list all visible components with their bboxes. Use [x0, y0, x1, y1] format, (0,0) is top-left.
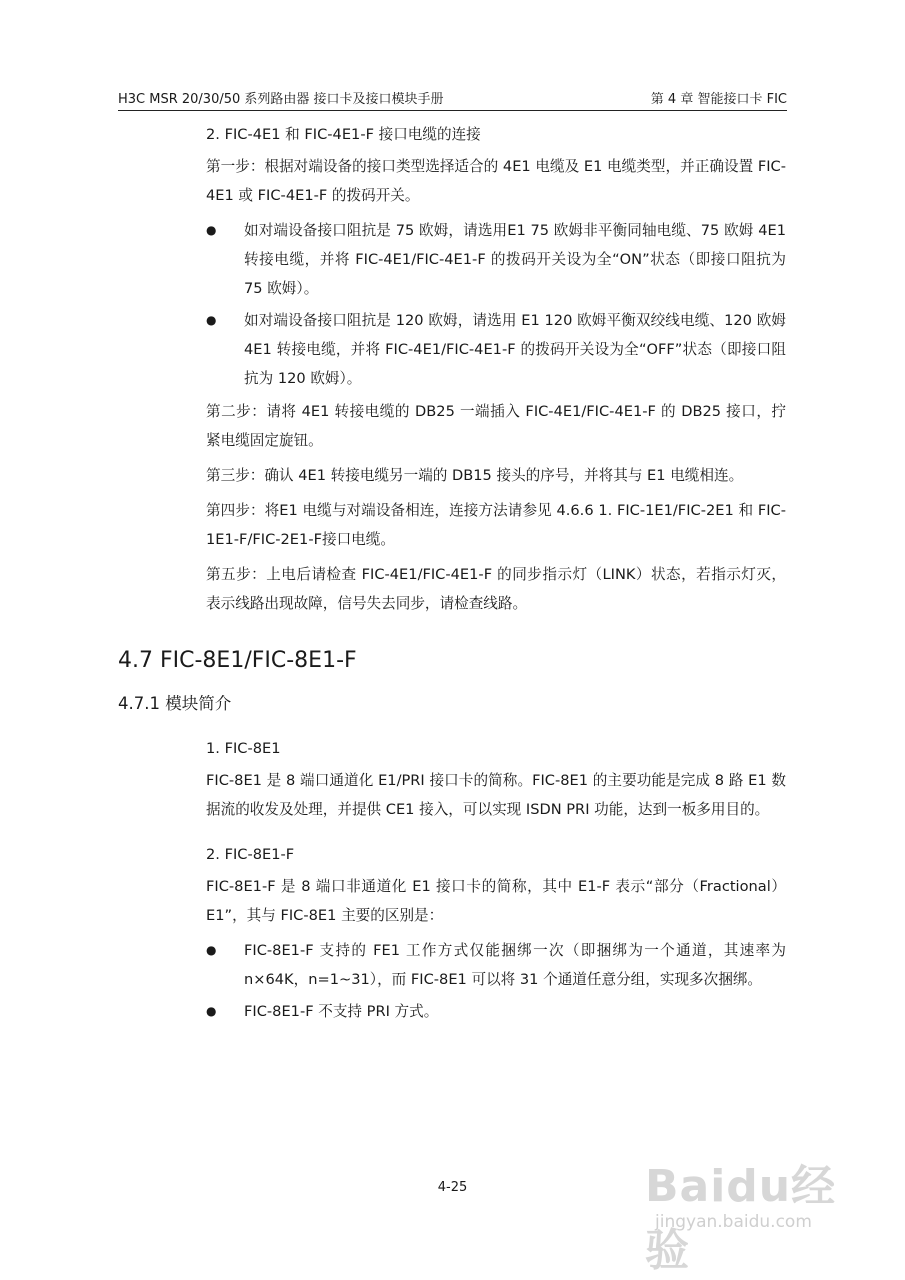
step-2-paragraph: 第二步：请将 4E1 转接电缆的 DB25 一端插入 FIC-4E1/FIC-4E1-F 的 DB25 接口，拧紧电缆固定旋钮。	[206, 403, 786, 449]
list-item	[206, 216, 786, 303]
spacer	[206, 830, 786, 842]
step-1-paragraph: 第一步：根据对端设备的接口类型选择适合的 4E1 电缆及 E1 电缆类型，并正确设置 FIC-4E1 或 FIC-4E1-F 的拨码开关。	[206, 158, 786, 204]
cable-connection-block	[118, 122, 786, 1026]
step-5-paragraph: 第五步：上电后请检查 FIC-4E1/FIC-4E1-F 的同步指示灯（LINK）状态，若指示灯灭，表示线路出现故障，信号失去同步，请检查线路。	[206, 566, 786, 612]
list-item	[206, 997, 786, 1026]
cable-connection-heading: 2. FIC-4E1 和 FIC-4E1-F 接口电缆的连接	[206, 126, 481, 143]
step-3-paragraph: 第三步：确认 4E1 转接电缆另一端的 DB15 接头的序号，并将其与 E1 电缆相连。	[206, 467, 744, 484]
fic-8e1-f-paragraph: FIC-8E1-F 是 8 端口非通道化 E1 接口卡的简称，其中 E1-F 表示“部分（Fractional）E1”，其与 FIC-8E1 主要的区别是：	[206, 878, 786, 924]
bullet-dot-icon: ●	[206, 313, 217, 327]
fic-8e1-heading: 1. FIC-8E1	[206, 740, 281, 757]
difference-bullet-list	[206, 936, 786, 1026]
step-4-paragraph: 第四步：将E1 电缆与对端设备相连，连接方法请参见 4.6.6 1. FIC-1E1/FIC-2E1 和 FIC-1E1-F/FIC-2E1-F接口电缆。	[206, 502, 786, 548]
bullet-dot-icon: ●	[206, 1004, 217, 1018]
bullet-text: FIC-8E1-F 支持的 FE1 工作方式仅能捆绑一次（即捆绑为一个通道，其速率为 n×64K，n=1~31），而 FIC-8E1 可以将 31 个通道任意分组，实现多次捆绑。	[244, 942, 786, 988]
bullet-text: 如对端设备接口阻抗是 120 欧姆，请选用 E1 120 欧姆平衡双绞线电缆、120 欧姆 4E1 转接电缆，并将 FIC-4E1/FIC-4E1-F 的拨码开关设为全“OFF”状态（即接口阻抗为 120 欧姆）。	[244, 312, 786, 387]
bullet-dot-icon: ●	[206, 223, 217, 237]
list-item	[206, 306, 786, 393]
impedance-bullet-list	[206, 216, 786, 393]
watermark-url: jingyan.baidu.com	[655, 1212, 812, 1232]
section-title: 4.7 FIC-8E1/FIC-8E1-F	[118, 648, 357, 673]
page-content	[118, 122, 786, 1030]
bullet-text: 如对端设备接口阻抗是 75 欧姆，请选用E1 75 欧姆非平衡同轴电缆、75 欧姆 4E1 转接电缆，并将 FIC-4E1/FIC-4E1-F 的拨码开关设为全“ON”状态（即接口阻抗为 75 欧姆）。	[244, 222, 786, 297]
page-number: 4-25	[437, 1180, 468, 1195]
header-manual-title: H3C MSR 20/30/50 系列路由器 接口卡及接口模块手册	[118, 92, 444, 107]
fic-8e1-f-heading: 2. FIC-8E1-F	[206, 846, 295, 863]
bullet-dot-icon: ●	[206, 943, 217, 957]
list-item	[206, 936, 786, 994]
baidu-watermark	[630, 1150, 880, 1276]
subsection-title: 4.7.1 模块简介	[118, 694, 232, 713]
fic-8e1-paragraph: FIC-8E1 是 8 端口通道化 E1/PRI 接口卡的简称。FIC-8E1 的主要功能是完成 8 路 E1 数据流的收发及处理，并提供 CE1 接入，可以实现 ISDN PRI 功能，达到一板多用目的。	[206, 772, 786, 818]
watermark-logo-text: Baidu经验	[645, 1161, 837, 1276]
bullet-text: FIC-8E1-F 不支持 PRI 方式。	[244, 1003, 439, 1020]
header-divider	[118, 110, 787, 111]
header-chapter-title: 第 4 章 智能接口卡 FIC	[650, 92, 787, 107]
